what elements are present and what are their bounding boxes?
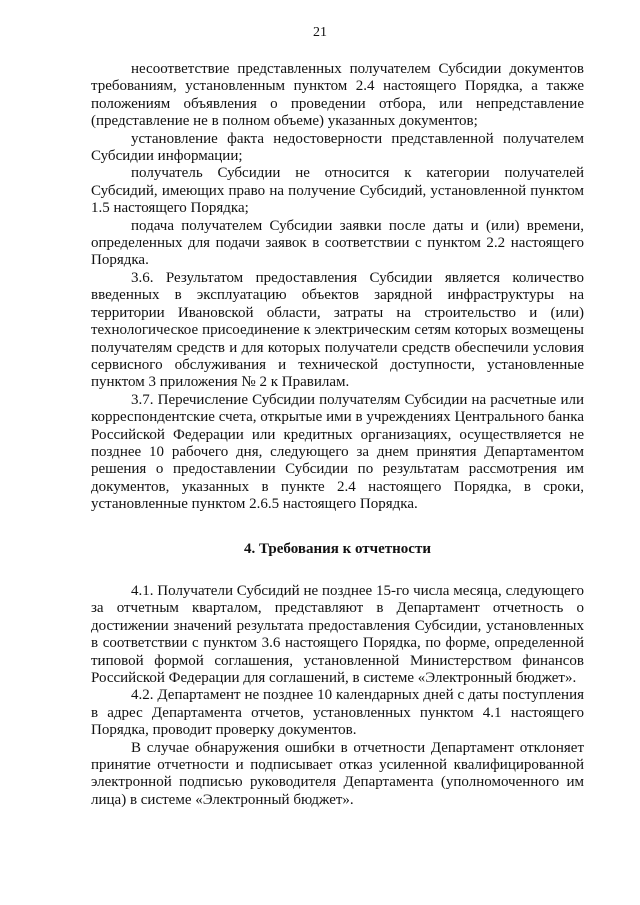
paragraph: установление факта недостоверности представленной получателем Субсидии информации; — [91, 130, 584, 165]
paragraph-4-2: 4.2. Департамент не позднее 10 календарных дней с даты поступления в адрес Департамента отчетов, установленных пунктом 4.1 настоящего Порядка, проводит проверку документов. — [91, 687, 584, 739]
paragraph: получатель Субсидии не относится к категории получателей Субсидий, имеющих право на получение Субсидий, установленной пунктом 1.5 настоящего Порядка; — [91, 165, 584, 217]
section-heading: 4. Требования к отчетности — [244, 540, 431, 557]
paragraph-4-1: 4.1. Получатели Субсидий не позднее 15-го числа месяца, следующего за отчетным кварталом, представляют в Департамент отчетность о достижении значений результата предоставления Субсидии, установленных в соответствии с пунктом 3.6 настоящего Порядка, по форме, определенной типовой формой соглашения, установленной Министерством финансов Российской Федерации для соглашений, в системе «Электронный бюджет». — [91, 582, 584, 686]
paragraph-3-6: 3.6. Результатом предоставления Субсидии является количество введенных в эксплуатацию объектов зарядной инфраструктуры на территории Ивановской области, затраты на строительство и (или) технологическое присоединение к электрическим сетям которых возмещены получателям средств и для которых получатели средств обеспечили условия сервисного обслуживания и технической доступности, установленные пунктом 3 приложения № 2 к Правилам. — [91, 269, 584, 391]
paragraph: подача получателем Субсидии заявки после даты и (или) времени, определенных для подачи заявок в соответствии с пунктом 2.2 настоящего Порядка. — [91, 217, 584, 269]
paragraph: В случае обнаружения ошибки в отчетности Департамент отклоняет принятие отчетности и подписывает отказ усиленной квалифицированной электронной подписью руководителя Департамента (уполномоченного им лица) в системе «Электронный бюджет». — [91, 739, 584, 808]
paragraph: несоответствие представленных получателем Субсидии документов требованиям, установленным пунктом 2.4 настоящего Порядка, а также положениям объявления о проведении отбора, или непредставление (представление не в полном объеме) указанных документов; — [91, 61, 584, 130]
body-text — [91, 61, 584, 809]
page-number: 21 — [313, 25, 327, 40]
paragraph-3-7: 3.7. Перечисление Субсидии получателям Субсидии на расчетные или корреспондентские счета, открытые ими в учреждениях Центрального банка Российской Федерации или кредитных организациях, осуществляется не позднее 10 рабочего дня, следующего за днем принятия Департаментом решения о предоставлении Субсидии по результатам рассмотрения им документов, указанных в пункте 2.4 настоящего Порядка, в сроки, установленные пунктом 2.6.5 настоящего Порядка. — [91, 391, 584, 513]
